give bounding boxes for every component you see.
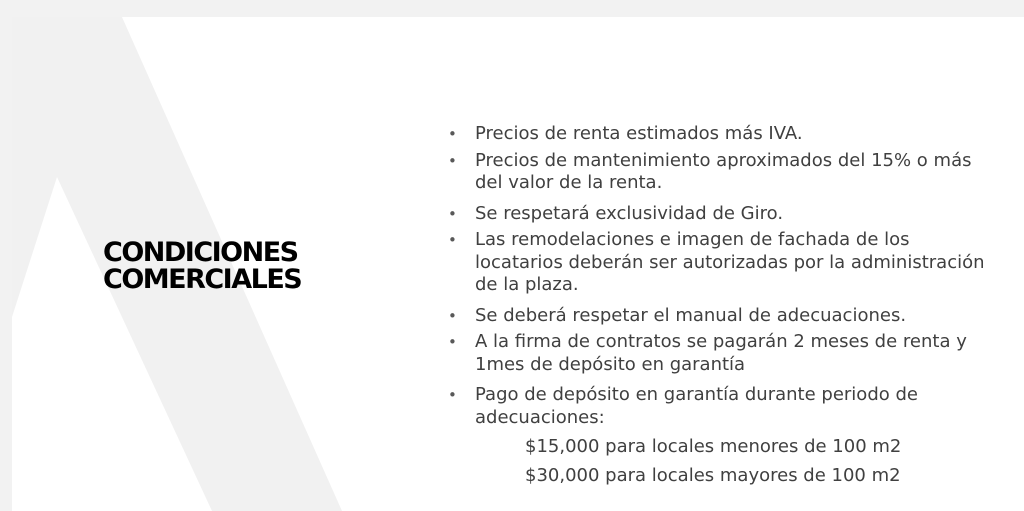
list-item [448,305,988,328]
list-item [448,331,988,376]
list-item-text: Las remodelaciones e imagen de fachada de los locatarios deberán ser autorizadas por la administración de la plaza. [475,229,985,295]
list-item-text: A la firma de contratos se pagarán 2 meses de renta y 1mes de depósito en garantía [475,331,967,375]
title-line-2: COMERCIALES [103,264,302,295]
list-item-text: Pago de depósito en garantía durante periodo de adecuaciones: [475,384,918,428]
title-line-1: CONDICIONES [103,237,298,268]
slide-title [103,239,301,293]
deposit-large-locales: $30,000 para locales mayores de 100 m2 [525,464,901,486]
bullet-icon: • [448,386,457,404]
bullet-icon: • [448,204,457,223]
conditions-list [448,123,988,433]
list-item-text: Precios de mantenimiento aproximados del 15% o más del valor de la renta. [475,149,972,193]
deposit-amounts-list [525,436,901,493]
list-item-text: Se respetará exclusividad de Giro. [475,202,784,224]
bullet-icon: • [448,231,457,249]
bullet-icon: • [448,333,457,351]
list-item [448,203,988,226]
list-item [448,150,988,195]
list-item [448,384,988,429]
list-item-text: Precios de renta estimados más IVA. [475,123,803,144]
bullet-icon: • [448,125,457,143]
bullet-icon: • [448,151,457,170]
list-item [448,123,988,146]
deposit-small-locales: $15,000 para locales menores de 100 m2 [525,436,902,457]
list-item [448,229,988,297]
bullet-icon: • [448,306,457,325]
list-item-text: Se deberá respetar el manual de adecuaciones. [475,304,907,326]
slide [12,17,1024,511]
